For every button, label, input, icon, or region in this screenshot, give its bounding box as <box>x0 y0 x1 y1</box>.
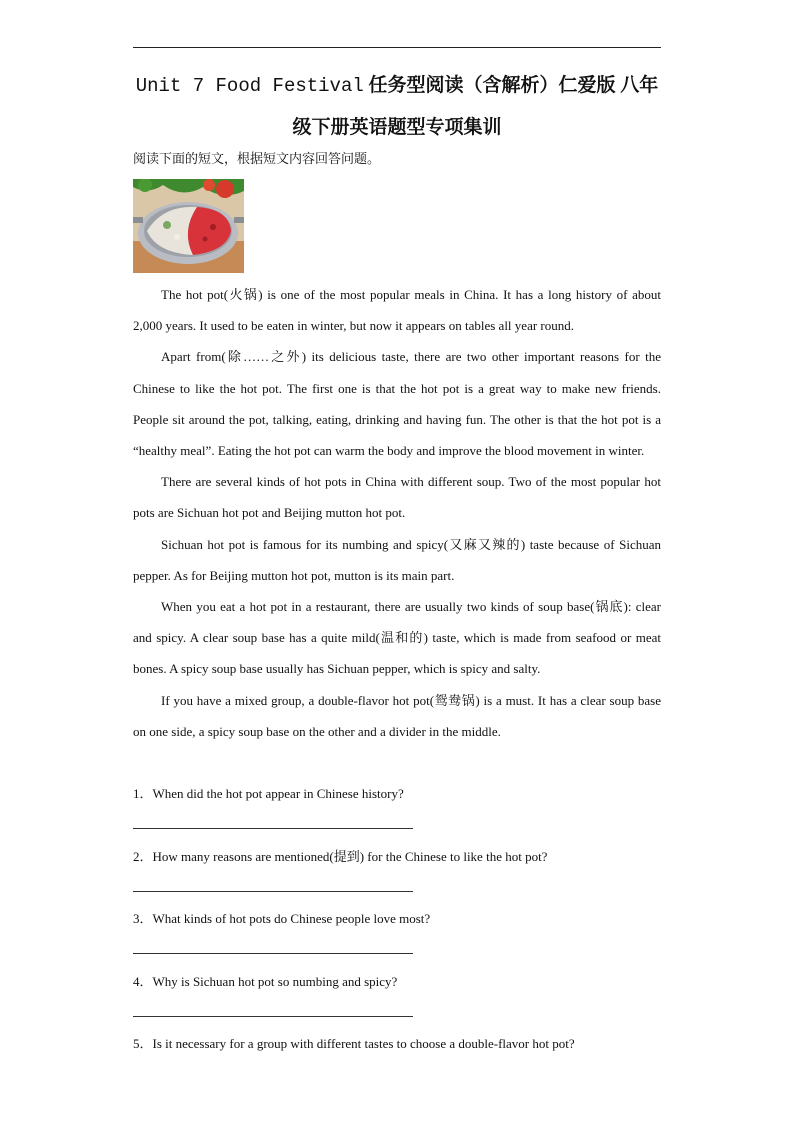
question-text: 2．How many reasons are mentioned(提到) for the Chinese to like the hot pot? <box>133 848 548 864</box>
title-english: Unit 7 Food Festival <box>135 75 364 97</box>
answer-line[interactable] <box>133 828 413 829</box>
question-item <box>133 779 661 842</box>
question-list <box>133 779 661 1092</box>
passage-paragraph: Apart from(除……之外) its delicious taste, there are two other important reasons for the Chinese to like the hot pot. The first one is that the hot pot is a great way to make new friends. People sit around the pot, talking, eating, drinking and having fun. The other is that the hot pot is a “healthy meal”. Eating the hot pot can warm the body and improve the blood movement in winter. <box>133 349 661 459</box>
question-text: 3．What kinds of hot pots do Chinese people love most? <box>133 911 431 926</box>
page-title-line-1 <box>133 70 661 97</box>
passage-paragraph: Sichuan hot pot is famous for its numbing and spicy(又麻又辣的) taste because of Sichuan pepper. As for Beijing mutton hot pot, mutton is its main part. <box>133 536 661 583</box>
answer-line[interactable] <box>133 891 413 892</box>
question-item <box>133 904 661 967</box>
title-chinese-1: 任务型阅读（含解析）仁爱版 八年 <box>363 75 659 96</box>
instruction-text: 阅读下面的短文，根据短文内容回答问题。 <box>133 151 381 166</box>
passage-paragraph: If you have a mixed group, a double-flavor hot pot(鸳鸯锅) is a must. It has a clear soup base on one side, a spicy soup base on the other and a divider in the middle. <box>133 692 661 739</box>
answer-line[interactable] <box>133 953 413 954</box>
question-item <box>133 842 661 905</box>
question-text: 4．Why is Sichuan hot pot so numbing and spicy? <box>133 973 398 989</box>
question-text: 1．When did the hot pot appear in Chinese history? <box>133 786 404 801</box>
passage-paragraph: The hot pot(火锅) is one of the most popular meals in China. It has a long history of about 2,000 years. It used to be eaten in winter, but now it appears on tables all year round. <box>133 287 661 334</box>
question-item <box>133 1029 661 1092</box>
passage-paragraph: There are several kinds of hot pots in China with different soup. Two of the most popular hot pots are Sichuan hot pot and Beijing mutton hot pot. <box>133 474 661 521</box>
header-rule <box>133 47 661 48</box>
question-item <box>133 967 661 1030</box>
answer-line[interactable] <box>133 1016 413 1017</box>
question-text: 5．Is it necessary for a group with different tastes to choose a double-flavor hot pot? <box>133 1036 575 1051</box>
reading-passage <box>133 279 661 747</box>
hot-pot-photo <box>133 179 244 273</box>
passage-paragraph: When you eat a hot pot in a restaurant, there are usually two kinds of soup base(锅底): clear and spicy. A clear soup base has a quite mild(温和的) taste, which is made from seafood or meat bones. A spicy soup base usually has Sichuan pepper, which is spicy and salty. <box>133 599 661 677</box>
page-title-line-2: 级下册英语题型专项集训 <box>292 117 502 138</box>
